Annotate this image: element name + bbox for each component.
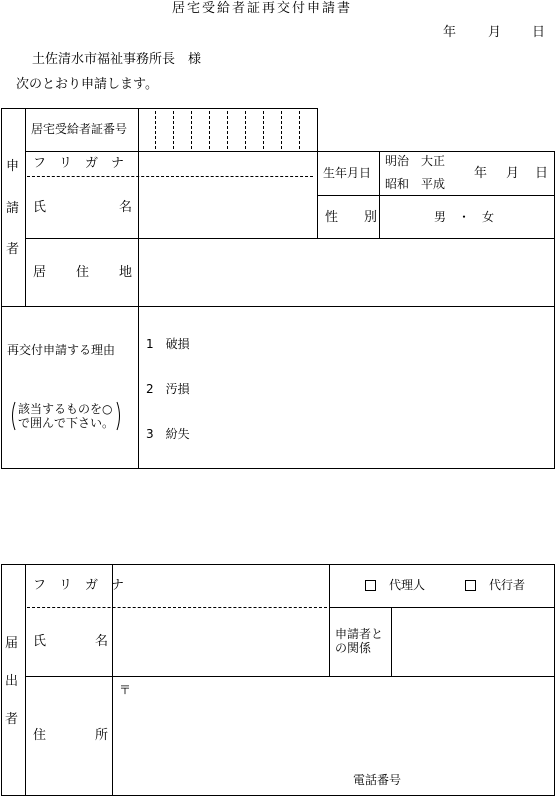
submitter-name-input[interactable]	[113, 609, 328, 675]
applicant-address-input[interactable]	[139, 239, 553, 305]
addressee: 土佐清水市福祉事務所長 様	[32, 52, 202, 67]
date-month: 月	[488, 25, 502, 40]
reason-note-line-1: 該当するものを○	[18, 402, 113, 416]
proxy-checkbox[interactable]	[365, 580, 376, 591]
date-year: 年	[443, 25, 457, 40]
reason-item-soiled[interactable]: 2 汚損	[146, 382, 190, 396]
submitter-side-label-1: 届	[5, 636, 19, 651]
applicant-side-label-1: 申	[6, 159, 20, 174]
reason-item-damage[interactable]: 1 破損	[146, 337, 190, 351]
applicant-side-label-3: 者	[6, 242, 20, 257]
applicant-name-input[interactable]	[139, 178, 316, 237]
phone-input[interactable]	[410, 769, 553, 794]
proxy-option-label: 代理人	[389, 578, 426, 592]
cert-number-input[interactable]	[139, 109, 316, 150]
address-label-1: 居	[33, 265, 47, 280]
intro-text: 次のとおり申請します。	[16, 77, 158, 92]
applicant-name-label-1: 氏	[33, 200, 47, 215]
submitter-furigana-label: フ リ ガ ナ	[33, 578, 125, 593]
submitter-address-input[interactable]	[113, 677, 553, 767]
relation-label-line-1: 申請者と	[335, 627, 384, 641]
birth-date-input[interactable]	[380, 152, 553, 194]
applicant-name-label-2: 名	[119, 200, 133, 215]
submitter-name-label-1: 氏	[33, 634, 47, 649]
birth-year: 年	[474, 166, 488, 181]
sex-label: 性 別	[325, 210, 378, 225]
sex-options[interactable]: 男 ・ 女	[434, 210, 495, 224]
submitter-name-label-2: 名	[95, 634, 109, 649]
era-line-2: 昭和 平成	[385, 177, 446, 191]
agent-checkbox[interactable]	[465, 580, 476, 591]
applicant-side-label-2: 請	[6, 201, 20, 216]
relation-label-line-2: の関係	[335, 641, 372, 655]
reason-note-line-2: で囲んで下さい。	[18, 416, 115, 430]
birth-date-label: 生年月日	[323, 166, 372, 180]
submitter-address-label-2: 所	[95, 728, 109, 743]
submitter-furigana-input[interactable]	[113, 565, 328, 606]
cert-number-label: 居宅受給者証番号	[31, 122, 128, 136]
birth-month: 月	[506, 166, 520, 181]
reason-note	[10, 401, 124, 430]
agent-option-label: 代行者	[489, 578, 526, 592]
era-line-1: 明治 大正	[385, 154, 446, 168]
document-title: 居宅受給者証再交付申請書	[172, 1, 353, 16]
applicant-furigana-label: フ リ ガ ナ	[33, 156, 125, 171]
submitter-address-label-1: 住	[33, 728, 47, 743]
submitter-side-label-3: 者	[5, 712, 19, 727]
applicant-furigana-input[interactable]	[139, 152, 316, 175]
date-day: 日	[532, 25, 546, 40]
submitter-side-label-2: 出	[5, 674, 19, 689]
address-label-2: 住	[76, 265, 90, 280]
reason-label: 再交付申請する理由	[7, 343, 116, 357]
address-label-3: 地	[119, 265, 133, 280]
birth-day: 日	[535, 166, 549, 181]
phone-label: 電話番号	[353, 773, 402, 787]
postal-mark: 〒	[119, 683, 132, 697]
relation-input[interactable]	[392, 608, 553, 675]
reason-item-lost[interactable]: 3 紛失	[146, 427, 190, 441]
